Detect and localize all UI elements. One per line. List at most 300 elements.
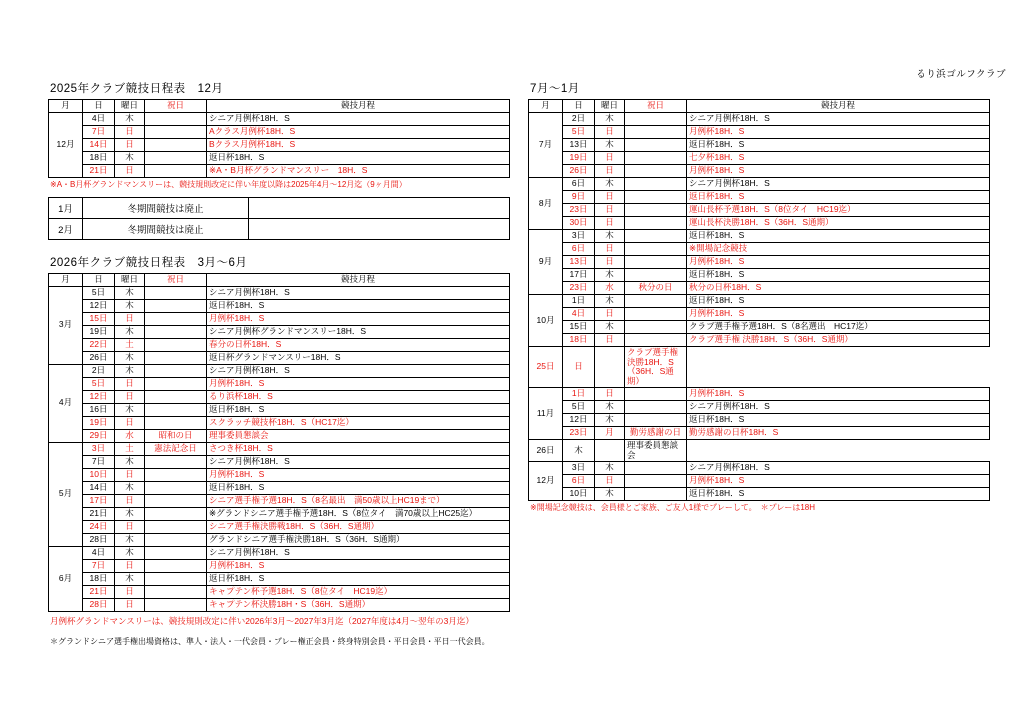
cell-day: 13日	[563, 139, 595, 152]
cell-holiday	[625, 165, 687, 178]
cell-weekday: 木	[115, 351, 145, 364]
cell-holiday: 秋分の日	[625, 282, 687, 295]
cell-day: 23日	[563, 427, 595, 440]
winter-row	[49, 218, 510, 239]
table-row	[529, 191, 990, 204]
cell-event: Bクラス月例杯18H．S	[207, 139, 510, 152]
cell-day: 15日	[563, 321, 595, 334]
cell-month: 8月	[529, 178, 563, 230]
table-row	[49, 507, 510, 520]
winter-row	[49, 197, 510, 218]
cell-holiday	[625, 414, 687, 427]
cell-day: 5日	[563, 401, 595, 414]
cell-event: 春分の日杯18H．S	[207, 338, 510, 351]
col-event: 競技月程	[687, 100, 990, 113]
table-row	[49, 286, 510, 299]
cell-event: 月例杯18H．S	[207, 377, 510, 390]
table-row	[529, 462, 990, 475]
cell-event: 理事委員懇談会	[625, 440, 687, 462]
col-holiday: 祝日	[145, 273, 207, 286]
cell-weekday: 木	[115, 546, 145, 559]
cell-weekday: 日	[595, 191, 625, 204]
cell-holiday	[145, 113, 207, 126]
cell-month: 12月	[49, 113, 83, 178]
cell-holiday	[625, 401, 687, 414]
cell-event: 返日杯グランドマンスリー18H．S	[207, 351, 510, 364]
cell-weekday: 木	[595, 139, 625, 152]
cell-event: 返日杯18H．S	[207, 299, 510, 312]
table-header-row	[529, 100, 990, 113]
cell-day: 30日	[563, 217, 595, 230]
cell-event: シニア月例杯18H．S	[687, 462, 990, 475]
cell-day: 14日	[83, 139, 115, 152]
cell-notice: 冬期間競技は廃止	[83, 218, 249, 239]
cell-event: 返日杯18H．S	[207, 481, 510, 494]
right-column	[528, 80, 990, 513]
cell-event: 月例杯18H．S	[207, 312, 510, 325]
cell-holiday	[625, 113, 687, 126]
cell-holiday	[145, 546, 207, 559]
club-name: るり浜ゴルフクラブ	[916, 69, 1006, 80]
cell-day: 7日	[83, 126, 115, 139]
cell-weekday: 水	[115, 429, 145, 442]
cell-event: シニア月例杯18H．S	[207, 364, 510, 377]
cell-weekday: 木	[595, 178, 625, 191]
cell-event: 七夕杯18H．S	[687, 152, 990, 165]
cell-event: 月例杯18H．S	[687, 256, 990, 269]
cell-holiday	[145, 325, 207, 338]
cell-day: 10日	[83, 468, 115, 481]
table-row	[529, 256, 990, 269]
table-row	[49, 442, 510, 455]
cell-month: 9月	[529, 230, 563, 295]
cell-weekday: 木	[115, 572, 145, 585]
cell-holiday	[145, 455, 207, 468]
cell-day: 26日	[529, 440, 563, 462]
cell-holiday	[145, 585, 207, 598]
cell-weekday: 日	[115, 520, 145, 533]
col-month: 月	[49, 273, 83, 286]
cell-event: 運山長杯決勝18H．S（36H．S通期）	[687, 217, 990, 230]
col-weekday: 曜日	[115, 100, 145, 113]
cell-event: 運山長杯予選18H．S（8位タイ HC19迄）	[687, 204, 990, 217]
note-grand-monthly-2026: 月例杯グランドマンスリーは、競技規則改定に伴い2026年3月～2027年3月迄（2027年度は4月～翌年の3月迄）	[50, 615, 474, 626]
cell-holiday: 勤労感謝の日	[625, 427, 687, 440]
cell-day: 6日	[563, 178, 595, 191]
cell-event: 返日杯18H．S	[207, 572, 510, 585]
cell-holiday	[145, 494, 207, 507]
cell-event: グランドシニア選手権決勝18H．S（36H．S通期）	[207, 533, 510, 546]
cell-weekday: 日	[595, 217, 625, 230]
cell-weekday: 日	[115, 312, 145, 325]
cell-holiday	[145, 351, 207, 364]
cell-holiday	[625, 152, 687, 165]
cell-day: 4日	[83, 113, 115, 126]
cell-event: 月例杯18H．S	[687, 126, 990, 139]
cell-event: シニア選手権予選18H．S（8名最出 満50歳以上HC19まで）	[207, 494, 510, 507]
cell-holiday	[625, 269, 687, 282]
cell-day: 25日	[529, 347, 563, 388]
table-row	[529, 230, 990, 243]
schedule-table-jul-jan	[528, 99, 990, 501]
col-holiday: 祝日	[145, 100, 207, 113]
cell-day: 18日	[563, 334, 595, 347]
cell-weekday: 木	[563, 440, 595, 462]
cell-event: 返日杯18H．S	[207, 152, 510, 165]
cell-event: 月例杯18H．S	[687, 165, 990, 178]
schedule-table-2026	[48, 273, 510, 612]
cell-weekday: 木	[115, 481, 145, 494]
cell-holiday	[145, 165, 207, 178]
cell-holiday	[145, 403, 207, 416]
table-row	[49, 338, 510, 351]
cell-holiday	[625, 139, 687, 152]
cell-month: 2月	[49, 218, 83, 239]
cell-weekday: 日	[595, 388, 625, 401]
table-row	[49, 533, 510, 546]
cell-weekday: 日	[115, 126, 145, 139]
col-day: 日	[563, 100, 595, 113]
cell-event: さつき杯18H．S	[207, 442, 510, 455]
note-anniversary: ※開場記念競技は、会員様とご家族、ご友人1様でプレーして。 ＊プレーは18H	[530, 503, 816, 513]
table-header-row	[49, 273, 510, 286]
cell-weekday: 月	[595, 427, 625, 440]
cell-holiday	[145, 364, 207, 377]
cell-holiday	[625, 204, 687, 217]
cell-weekday: 土	[115, 338, 145, 351]
col-day: 日	[83, 273, 115, 286]
cell-holiday	[145, 377, 207, 390]
cell-weekday: 日	[595, 126, 625, 139]
table-row	[529, 321, 990, 334]
cell-month: 4月	[49, 364, 83, 442]
cell-month: 1月	[49, 197, 83, 218]
cell-event: 返日杯18H．S	[687, 488, 990, 501]
cell-weekday: 木	[595, 488, 625, 501]
cell-day: 12日	[83, 390, 115, 403]
cell-holiday	[625, 126, 687, 139]
cell-holiday	[145, 468, 207, 481]
cell-holiday	[145, 598, 207, 611]
cell-day: 6日	[563, 243, 595, 256]
col-event: 競技月程	[207, 273, 510, 286]
cell-day: 2日	[563, 113, 595, 126]
cell-day: 12日	[563, 414, 595, 427]
cell-holiday	[145, 126, 207, 139]
cell-holiday	[145, 299, 207, 312]
cell-event: 返日杯18H．S	[687, 139, 990, 152]
cell-weekday: 木	[115, 403, 145, 416]
cell-holiday	[145, 312, 207, 325]
schedule-table-2025	[48, 99, 510, 178]
cell-holiday	[625, 388, 687, 401]
table-row	[529, 178, 990, 191]
table-row	[49, 546, 510, 559]
cell-holiday: 憲法記念日	[145, 442, 207, 455]
cell-event: シニア選手権決勝戦18H．S（36H．S通期）	[207, 520, 510, 533]
table-row	[49, 520, 510, 533]
cell-holiday	[625, 243, 687, 256]
cell-day: 16日	[83, 403, 115, 416]
table-row	[529, 204, 990, 217]
cell-weekday: 木	[595, 230, 625, 243]
table-row	[529, 126, 990, 139]
cell-event: ※開場記念競技	[687, 243, 990, 256]
cell-holiday	[595, 440, 625, 462]
cell-weekday: 木	[595, 401, 625, 414]
note-grand-monthly: ※A・B月杯グランドマンスリーは、競技規則改定に伴い年度以降は2025年4月～12月迄（9ヶ月間）	[50, 180, 407, 189]
cell-event: 返日杯18H．S	[687, 295, 990, 308]
cell-day: 7日	[83, 455, 115, 468]
cell-event: スクラッチ競技杯18H．S（HC17迄）	[207, 416, 510, 429]
table-row	[49, 152, 510, 165]
cell-event: 返日杯18H．S	[687, 191, 990, 204]
note-eligibility: ＊グランドシニア選手権出場資格は、準人・法人・一代会員・プレー権正会員・終身特別会員・平日会員・平日一代会員。	[50, 636, 490, 646]
table-row	[529, 113, 990, 126]
table-row	[49, 455, 510, 468]
winter-table	[48, 197, 510, 240]
table-row	[49, 325, 510, 338]
table-row	[529, 334, 990, 347]
cell-event: 返日杯18H．S	[687, 414, 990, 427]
cell-holiday	[145, 152, 207, 165]
table-row	[49, 364, 510, 377]
cell-holiday	[625, 334, 687, 347]
cell-day: 29日	[83, 429, 115, 442]
cell-event: クラブ選手権 決勝18H．S（36H．S通期）	[687, 334, 990, 347]
cell-holiday	[145, 520, 207, 533]
cell-event	[249, 197, 510, 218]
table-row	[529, 243, 990, 256]
col-day: 日	[83, 100, 115, 113]
cell-holiday	[625, 308, 687, 321]
cell-holiday	[145, 286, 207, 299]
table-row	[529, 401, 990, 414]
table-row	[49, 468, 510, 481]
cell-event: シニア月例杯18H．S	[687, 113, 990, 126]
cell-holiday	[595, 347, 625, 388]
cell-day: 5日	[83, 377, 115, 390]
cell-weekday: 日	[115, 139, 145, 152]
cell-weekday: 日	[115, 416, 145, 429]
cell-holiday	[625, 230, 687, 243]
cell-month: 12月	[529, 462, 563, 501]
cell-day: 13日	[563, 256, 595, 269]
cell-holiday	[145, 390, 207, 403]
cell-day: 5日	[563, 126, 595, 139]
cell-event: 秋分の日杯18H．S	[687, 282, 990, 295]
cell-holiday	[625, 321, 687, 334]
cell-day: 1日	[563, 295, 595, 308]
cell-event: クラブ選手権予選18H．S（8名選出 HC17迄）	[687, 321, 990, 334]
table-row	[49, 481, 510, 494]
cell-event: ※A・B月杯グランドマンスリー 18H．S	[207, 165, 510, 178]
table-row	[529, 414, 990, 427]
cell-weekday: 木	[595, 269, 625, 282]
cell-day: 3日	[563, 462, 595, 475]
cell-event	[249, 218, 510, 239]
cell-event: シニア月例杯18H．S	[207, 113, 510, 126]
cell-event: 月例杯18H．S	[207, 468, 510, 481]
table-row	[529, 308, 990, 321]
cell-weekday: 日	[115, 390, 145, 403]
col-holiday: 祝日	[625, 100, 687, 113]
table-row	[49, 312, 510, 325]
cell-day: 14日	[83, 481, 115, 494]
table-row	[529, 388, 990, 401]
cell-month: 10月	[529, 295, 563, 347]
cell-weekday: 日	[115, 585, 145, 598]
cell-weekday: 日	[595, 165, 625, 178]
cell-day: 28日	[83, 533, 115, 546]
cell-day: 24日	[83, 520, 115, 533]
cell-weekday: 木	[595, 414, 625, 427]
cell-day: 1日	[563, 388, 595, 401]
cell-day: 17日	[83, 494, 115, 507]
cell-day: 22日	[83, 338, 115, 351]
cell-event: シニア月例杯18H．S	[207, 546, 510, 559]
section-title-2025: 2025年クラブ競技日程表 12月	[50, 83, 224, 95]
cell-day: 10日	[563, 488, 595, 501]
cell-holiday	[625, 256, 687, 269]
cell-holiday	[625, 295, 687, 308]
table-row	[49, 585, 510, 598]
cell-day: 21日	[83, 507, 115, 520]
cell-weekday: 木	[115, 455, 145, 468]
cell-holiday	[625, 217, 687, 230]
cell-day: 26日	[83, 351, 115, 364]
table-row	[49, 299, 510, 312]
table-row	[529, 475, 990, 488]
cell-event: シニア月例杯グランドマンスリー18H．S	[207, 325, 510, 338]
cell-day: 18日	[83, 572, 115, 585]
cell-event: 月例杯18H．S	[687, 308, 990, 321]
cell-month: 5月	[49, 442, 83, 546]
cell-holiday	[145, 139, 207, 152]
table-row	[529, 217, 990, 230]
cell-event: 月例杯18H．S	[687, 388, 990, 401]
cell-day: 19日	[83, 325, 115, 338]
cell-event: 勤労感謝の日杯18H．S	[687, 427, 990, 440]
cell-event: シニア月例杯18H．S	[207, 455, 510, 468]
cell-holiday: 昭和の日	[145, 429, 207, 442]
table-row	[529, 165, 990, 178]
cell-day: 9日	[563, 191, 595, 204]
cell-weekday: 日	[595, 475, 625, 488]
cell-weekday: 日	[115, 494, 145, 507]
cell-event: 月例杯18H．S	[207, 559, 510, 572]
table-row	[49, 572, 510, 585]
cell-weekday: 日	[115, 559, 145, 572]
table-row	[529, 347, 990, 388]
cell-event: シニア月例杯18H．S	[207, 286, 510, 299]
cell-event: シニア月例杯18H．S	[687, 401, 990, 414]
cell-day: 23日	[563, 204, 595, 217]
cell-holiday	[625, 178, 687, 191]
cell-day: 7日	[83, 559, 115, 572]
cell-day: 4日	[563, 308, 595, 321]
table-row	[49, 351, 510, 364]
table-row	[49, 126, 510, 139]
cell-day: 6日	[563, 475, 595, 488]
table-row	[49, 494, 510, 507]
cell-day: 12日	[83, 299, 115, 312]
cell-holiday	[145, 481, 207, 494]
cell-weekday: 日	[115, 468, 145, 481]
cell-event: クラブ選手権 決勝18H．S（36H．S通期）	[625, 347, 687, 388]
table-row	[529, 427, 990, 440]
cell-weekday: 木	[595, 462, 625, 475]
cell-event: Aクラス月例杯18H．S	[207, 126, 510, 139]
cell-weekday: 木	[115, 299, 145, 312]
cell-weekday: 木	[115, 507, 145, 520]
cell-weekday: 木	[115, 286, 145, 299]
cell-event: 月例杯18H．S	[687, 475, 990, 488]
cell-day: 19日	[83, 416, 115, 429]
cell-weekday: 木	[115, 533, 145, 546]
cell-month: 3月	[49, 286, 83, 364]
cell-holiday	[625, 462, 687, 475]
cell-day: 2日	[83, 364, 115, 377]
cell-weekday: 木	[115, 364, 145, 377]
table-row	[49, 559, 510, 572]
left-column	[48, 80, 510, 647]
table-row	[529, 295, 990, 308]
cell-day: 15日	[83, 312, 115, 325]
section-title-2026: 2026年クラブ競技日程表 3月～6月	[50, 256, 248, 269]
table-row	[49, 390, 510, 403]
cell-event: キャプテン杯決勝18H・S（36H．S通期）	[207, 598, 510, 611]
cell-holiday	[145, 572, 207, 585]
cell-day: 26日	[563, 165, 595, 178]
cell-day: 21日	[83, 585, 115, 598]
table-row	[529, 440, 990, 462]
table-row	[529, 488, 990, 501]
cell-holiday	[145, 416, 207, 429]
cell-holiday	[145, 559, 207, 572]
table-row	[529, 152, 990, 165]
cell-weekday: 木	[115, 325, 145, 338]
cell-weekday: 日	[115, 165, 145, 178]
cell-weekday: 土	[115, 442, 145, 455]
table-row	[49, 416, 510, 429]
cell-holiday	[145, 507, 207, 520]
table-row	[49, 429, 510, 442]
cell-event: るり浜杯18H．S	[207, 390, 510, 403]
cell-day: 5日	[83, 286, 115, 299]
cell-weekday: 日	[563, 347, 595, 388]
cell-event: 返日杯18H．S	[687, 230, 990, 243]
col-weekday: 曜日	[115, 273, 145, 286]
cell-notice: 冬期間競技は廃止	[83, 197, 249, 218]
cell-holiday	[625, 475, 687, 488]
table-row	[49, 377, 510, 390]
cell-weekday: 日	[595, 204, 625, 217]
table-row	[49, 403, 510, 416]
cell-month: 11月	[529, 388, 563, 440]
cell-day: 3日	[83, 442, 115, 455]
cell-weekday: 木	[595, 295, 625, 308]
cell-month: 6月	[49, 546, 83, 611]
cell-weekday: 日	[595, 308, 625, 321]
cell-weekday: 日	[595, 256, 625, 269]
cell-weekday: 水	[595, 282, 625, 295]
col-event: 競技月程	[207, 100, 510, 113]
cell-day: 4日	[83, 546, 115, 559]
cell-month: 7月	[529, 113, 563, 178]
col-month: 月	[529, 100, 563, 113]
cell-event: シニア月例杯18H．S	[687, 178, 990, 191]
